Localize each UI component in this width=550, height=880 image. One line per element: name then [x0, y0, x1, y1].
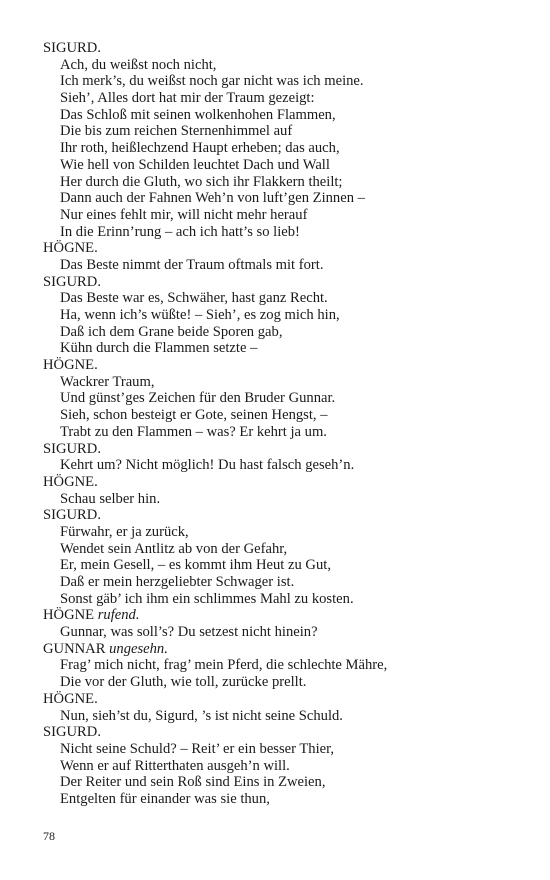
verse-line: [43, 758, 538, 775]
speaker-label: SIGURD.: [43, 440, 101, 457]
verse-text: Nicht seine Schuld? – Reit’ er ein besser Thier,: [60, 740, 335, 757]
verse-text: Frag’ mich nicht, frag’ mein Pferd, die schlechte Mähre,: [60, 657, 388, 674]
drama-text: [43, 40, 538, 808]
verse-line: [43, 624, 538, 641]
verse-text: Ihr roth, heißlechzend Haupt erheben; das auch,: [60, 140, 340, 157]
verse-line: [43, 591, 538, 608]
verse-line: [43, 774, 538, 791]
verse-line: [43, 290, 538, 307]
speaker-label: HÖGNE.: [43, 690, 98, 707]
verse-line: [43, 340, 538, 357]
speaker-name: [43, 441, 538, 458]
verse-text: Kühn durch die Flammen setzte –: [60, 340, 258, 357]
verse-line: [43, 674, 538, 691]
speaker-label: SIGURD.: [43, 273, 101, 290]
verse-text: Ha, wenn ich’s wüßte! – Sieh’, es zog mich hin,: [60, 307, 340, 323]
speaker-label: SIGURD.: [43, 40, 101, 56]
verse-text: Die bis zum reichen Sternenhimmel auf: [60, 123, 293, 140]
verse-text: Ich merk’s, du weißst noch gar nicht was ich meine.: [60, 73, 364, 90]
verse-text: Daß ich dem Grane beide Sporen gab,: [60, 323, 283, 340]
verse-text: Kehrt um? Nicht möglich! Du hast falsch geseh’n.: [60, 457, 355, 474]
verse-line: [43, 741, 538, 758]
speaker-name: [43, 474, 538, 491]
speaker-name: [43, 240, 538, 257]
verse-text: Wenn er auf Ritterthaten ausgeh’n will.: [60, 757, 290, 774]
speaker-name: [43, 724, 538, 741]
verse-text: Her durch die Gluth, wo sich ihr Flakkern theilt;: [60, 173, 343, 190]
verse-line: [43, 224, 538, 241]
speaker-name: [43, 40, 538, 57]
verse-text: Der Reiter und sein Roß sind Eins in Zweien,: [60, 774, 326, 791]
verse-text: Wackrer Traum,: [60, 373, 155, 390]
verse-text: Schau selber hin.: [60, 490, 161, 507]
speaker-label: SIGURD.: [43, 724, 101, 741]
verse-line: [43, 491, 538, 508]
verse-text: Die vor der Gluth, wie toll, zurücke prellt.: [60, 674, 307, 691]
verse-line: [43, 157, 538, 174]
verse-line: [43, 57, 538, 74]
verse-text: Das Beste war es, Schwäher, hast ganz Recht.: [60, 290, 328, 307]
speaker-name: [43, 641, 538, 658]
verse-line: [43, 557, 538, 574]
verse-text: Entgelten für einander was sie thun,: [60, 790, 270, 807]
verse-text: Sieh’, Alles dort hat mir der Traum gezeigt:: [60, 90, 315, 107]
speaker-label: SIGURD.: [43, 507, 101, 524]
speaker-label: HÖGNE.: [43, 357, 98, 374]
verse-line: [43, 190, 538, 207]
verse-line: [43, 390, 538, 407]
speaker-name: [43, 274, 538, 291]
verse-text: Wendet sein Antlitz ab von der Gefahr,: [60, 540, 288, 557]
verse-text: Nun, sieh’st du, Sigurd, ’s ist nicht seine Schuld.: [60, 707, 343, 724]
verse-line: [43, 324, 538, 341]
speaker-name: [43, 607, 538, 624]
verse-line: [43, 524, 538, 541]
speaker-name: [43, 357, 538, 374]
verse-text: Fürwahr, er ja zurück,: [60, 523, 189, 540]
speaker-label: HÖGNE.: [43, 240, 98, 257]
verse-line: [43, 123, 538, 140]
verse-line: [43, 541, 538, 558]
verse-text: Und günst’ges Zeichen für den Bruder Gunnar.: [60, 390, 336, 407]
verse-text: Ach, du weißst noch nicht,: [60, 56, 217, 73]
verse-line: [43, 73, 538, 90]
speaker-label: HÖGNE.: [43, 473, 98, 490]
verse-line: [43, 708, 538, 725]
verse-line: [43, 657, 538, 674]
verse-line: [43, 174, 538, 191]
verse-text: Gunnar, was soll’s? Du setzest nicht hinein?: [60, 624, 318, 641]
verse-text: Das Schloß mit seinen wolkenhohen Flammen,: [60, 106, 336, 123]
page-number: 78: [43, 829, 55, 843]
verse-text: Sonst gäb’ ich ihm ein schlimmes Mahl zu kosten.: [60, 590, 354, 607]
speaker-name: [43, 691, 538, 708]
verse-text: Er, mein Gesell, – es kommt ihm Heut zu Gut,: [60, 557, 331, 574]
verse-text: Nur eines fehlt mir, will nicht mehr herauf: [60, 206, 308, 223]
verse-line: [43, 457, 538, 474]
stage-direction: rufend.: [97, 607, 140, 624]
verse-line: [43, 307, 538, 324]
verse-line: [43, 140, 538, 157]
verse-text: Wie hell von Schilden leuchtet Dach und Wall: [60, 156, 330, 173]
speaker-label: HÖGNE: [43, 607, 95, 624]
verse-text: Daß er mein herzgeliebter Schwager ist.: [60, 574, 295, 590]
speaker-name: [43, 507, 538, 524]
verse-line: [43, 407, 538, 424]
verse-text: In die Erinn’rung – ach ich hatt’s so lieb!: [60, 223, 300, 240]
verse-line: [43, 574, 538, 591]
verse-line: [43, 90, 538, 107]
verse-line: [43, 791, 538, 808]
verse-text: Sieh, schon besteigt er Gote, seinen Hengst, –: [60, 407, 328, 424]
verse-line: [43, 374, 538, 391]
verse-text: Das Beste nimmt der Traum oftmals mit fort.: [60, 256, 324, 273]
verse-text: Dann auch der Fahnen Weh’n von luft’gen Zinnen –: [60, 190, 365, 207]
speaker-label: GUNNAR: [43, 640, 106, 657]
stage-direction: ungesehn.: [109, 640, 168, 657]
verse-line: [43, 424, 538, 441]
verse-line: [43, 107, 538, 124]
verse-line: [43, 257, 538, 274]
verse-text: Trabt zu den Flammen – was? Er kehrt ja um.: [60, 423, 327, 440]
verse-line: [43, 207, 538, 224]
